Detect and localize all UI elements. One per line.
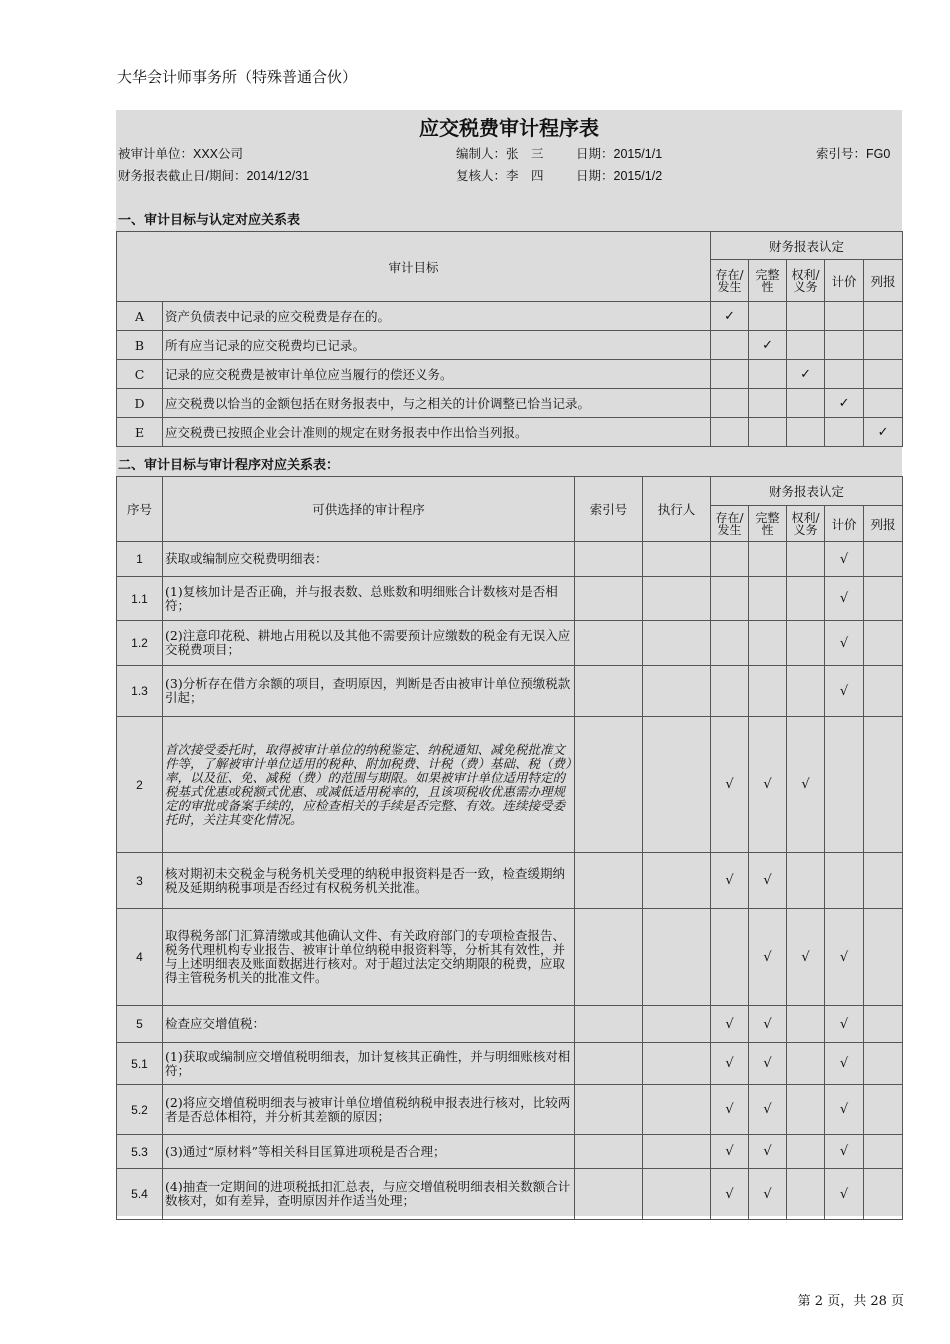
procedure-text: (3)通过“原材料”等相关科目匡算进项税是否合理；	[163, 1135, 575, 1169]
procedure-text: 取得税务部门汇算清缴或其他确认文件、有关政府部门的专项检查报告、税务代理机构专业报告、被审计单位纳税申报资料等，分析其有效性，并与上述明细表及账面数据进行核对。对于超过法定交纳期限的税费，应取得主管税务机关的批准文件。	[163, 909, 575, 1006]
check-mark: √	[825, 1135, 864, 1169]
page-number: 第 2 页，共 28 页	[797, 1294, 904, 1309]
check-mark	[787, 621, 825, 666]
executor-cell	[643, 666, 711, 717]
col-existence: 存在/发生	[711, 260, 749, 302]
check-mark: √	[825, 1006, 864, 1043]
row-number: 1	[117, 542, 163, 577]
check-mark: √	[749, 717, 787, 853]
table-row	[117, 909, 903, 1006]
check-mark: √	[711, 1135, 749, 1169]
row-text: 资产负债表中记录的应交税费是存在的。	[163, 302, 711, 331]
check-mark	[749, 542, 787, 577]
reviewer-label: 复核人：李 四	[456, 169, 544, 183]
col-valuation: 计价	[825, 260, 864, 302]
check-mark: √	[825, 621, 864, 666]
check-mark: √	[749, 1006, 787, 1043]
table-row	[117, 853, 903, 909]
index-cell	[575, 621, 643, 666]
row-number: 5.3	[117, 1135, 163, 1169]
row-number: 5	[117, 1006, 163, 1043]
check-mark	[749, 389, 787, 418]
check-mark: √	[749, 853, 787, 909]
check-mark	[825, 302, 864, 331]
preparer-label: 编制人：张 三	[456, 147, 544, 161]
check-mark: √	[825, 542, 864, 577]
index-cell	[575, 1006, 643, 1043]
check-mark	[787, 302, 825, 331]
check-mark	[864, 542, 903, 577]
check-mark	[864, 1085, 903, 1135]
row-code: D	[117, 389, 163, 418]
check-mark: √	[825, 666, 864, 717]
check-mark	[749, 621, 787, 666]
index-cell	[575, 1043, 643, 1085]
check-mark	[864, 621, 903, 666]
check-mark: ✓	[749, 331, 787, 360]
procedure-text: (4)抽查一定期间的进项税抵扣汇总表，与应交增值税明细表相关数额合计数核对，如有差异，查明原因并作适当处理；	[163, 1169, 575, 1220]
check-mark: ✓	[864, 418, 903, 447]
prep-date: 日期：2015/1/1	[576, 147, 663, 161]
executor-cell	[643, 1006, 711, 1043]
procedure-text: (2)将应交增值税明细表与被审计单位增值税纳税申报表进行核对，比较两者是否总体相符，并分析其差额的原因；	[163, 1085, 575, 1135]
check-mark	[787, 1085, 825, 1135]
check-mark	[825, 331, 864, 360]
index-cell	[575, 542, 643, 577]
check-mark	[711, 909, 749, 1006]
table-row	[117, 577, 903, 621]
table-row	[117, 1043, 903, 1085]
check-mark	[864, 909, 903, 1006]
check-mark: √	[711, 717, 749, 853]
col-valuation: 计价	[825, 506, 864, 542]
index-cell	[575, 1135, 643, 1169]
check-mark: √	[711, 853, 749, 909]
check-mark	[711, 542, 749, 577]
executor-cell	[643, 621, 711, 666]
executor-cell	[643, 909, 711, 1006]
check-mark	[787, 577, 825, 621]
col-presentation: 列报	[864, 506, 903, 542]
table-row	[117, 331, 903, 360]
check-mark	[711, 666, 749, 717]
check-mark	[711, 360, 749, 389]
index-cell	[575, 853, 643, 909]
index-cell	[575, 666, 643, 717]
check-mark	[864, 389, 903, 418]
section2-title: 二、审计目标与审计程序对应关系表：	[118, 458, 340, 473]
check-mark: √	[787, 717, 825, 853]
check-mark	[711, 389, 749, 418]
col-existence: 存在/发生	[711, 506, 749, 542]
check-mark: √	[749, 1135, 787, 1169]
table-row	[117, 389, 903, 418]
check-mark	[787, 1006, 825, 1043]
row-text: 所有应当记录的应交税费均已记录。	[163, 331, 711, 360]
check-mark	[711, 621, 749, 666]
procedure-text: 核对期初未交税金与税务机关受理的纳税申报资料是否一致，检查缓期纳税及延期纳税事项是否经过有权税务机关批准。	[163, 853, 575, 909]
entity-label: 被审计单位：XXX公司	[118, 147, 244, 161]
procedure-text: (3)分析存在借方余额的项目，查明原因，判断是否由被审计单位预缴税款引起；	[163, 666, 575, 717]
check-mark	[864, 331, 903, 360]
check-mark	[864, 1169, 903, 1220]
table-row	[117, 1169, 903, 1220]
executor-cell	[643, 577, 711, 621]
period-label: 财务报表截止日/期间：2014/12/31	[118, 169, 310, 183]
check-mark	[864, 1043, 903, 1085]
row-number: 5.4	[117, 1169, 163, 1220]
check-mark	[787, 418, 825, 447]
executor-cell	[643, 542, 711, 577]
objective-assertion-table	[116, 231, 903, 447]
check-mark	[864, 577, 903, 621]
check-mark	[787, 542, 825, 577]
check-mark	[787, 1169, 825, 1220]
check-mark: √	[711, 1006, 749, 1043]
check-mark: ✓	[825, 389, 864, 418]
header-assertions: 财务报表认定	[711, 477, 903, 506]
check-mark: √	[711, 1169, 749, 1220]
executor-cell	[643, 1043, 711, 1085]
check-mark	[749, 666, 787, 717]
check-mark	[864, 666, 903, 717]
audit-sheet	[116, 110, 902, 1216]
check-mark: ✓	[711, 302, 749, 331]
check-mark: ✓	[787, 360, 825, 389]
executor-cell	[643, 1085, 711, 1135]
procedure-text: 获取或编制应交税费明细表：	[163, 542, 575, 577]
row-number: 3	[117, 853, 163, 909]
check-mark	[864, 717, 903, 853]
index-number: 索引号：FG0	[816, 147, 891, 161]
executor-cell	[643, 1169, 711, 1220]
header-executor: 执行人	[643, 477, 711, 542]
row-code: E	[117, 418, 163, 447]
check-mark	[825, 360, 864, 389]
check-mark: √	[749, 909, 787, 1006]
table-row	[117, 360, 903, 389]
col-presentation: 列报	[864, 260, 903, 302]
check-mark: √	[711, 1043, 749, 1085]
check-mark	[825, 418, 864, 447]
header-procedure: 可供选择的审计程序	[163, 477, 575, 542]
header-index: 索引号	[575, 477, 643, 542]
col-completeness: 完整性	[749, 260, 787, 302]
check-mark	[711, 331, 749, 360]
check-mark	[749, 418, 787, 447]
row-code: B	[117, 331, 163, 360]
check-mark	[787, 389, 825, 418]
row-number: 5.2	[117, 1085, 163, 1135]
row-code: A	[117, 302, 163, 331]
table-row	[117, 1135, 903, 1169]
check-mark	[864, 853, 903, 909]
header-assertions: 财务报表认定	[711, 232, 903, 260]
table-row	[117, 418, 903, 447]
index-cell	[575, 1085, 643, 1135]
procedure-text: (1)获取或编制应交增值税明细表，加计复核其正确性，并与明细账核对相符；	[163, 1043, 575, 1085]
row-code: C	[117, 360, 163, 389]
check-mark: √	[825, 909, 864, 1006]
table-row	[117, 1085, 903, 1135]
check-mark	[749, 302, 787, 331]
table-row	[117, 621, 903, 666]
check-mark	[749, 577, 787, 621]
col-completeness: 完整性	[749, 506, 787, 542]
index-cell	[575, 717, 643, 853]
procedure-text: (1)复核加计是否正确，并与报表数、总账数和明细账合计数核对是否相符；	[163, 577, 575, 621]
check-mark: √	[825, 1085, 864, 1135]
check-mark	[787, 1135, 825, 1169]
check-mark: √	[749, 1169, 787, 1220]
check-mark: √	[825, 577, 864, 621]
table-row	[117, 666, 903, 717]
executor-cell	[643, 853, 711, 909]
page-title: 应交税费审计程序表	[419, 116, 599, 140]
check-mark	[864, 360, 903, 389]
table-row	[117, 302, 903, 331]
check-mark	[787, 1043, 825, 1085]
check-mark	[864, 302, 903, 331]
row-number: 4	[117, 909, 163, 1006]
check-mark	[864, 1135, 903, 1169]
row-text: 应交税费以恰当的金额包括在财务报表中，与之相关的计价调整已恰当记录。	[163, 389, 711, 418]
row-text: 记录的应交税费是被审计单位应当履行的偿还义务。	[163, 360, 711, 389]
check-mark: √	[825, 1169, 864, 1220]
executor-cell	[643, 717, 711, 853]
firm-name: 大华会计师事务所（特殊普通合伙）	[117, 68, 358, 86]
check-mark	[864, 1006, 903, 1043]
check-mark: √	[749, 1043, 787, 1085]
row-text: 应交税费已按照企业会计准则的规定在财务报表中作出恰当列报。	[163, 418, 711, 447]
row-number: 1.2	[117, 621, 163, 666]
index-cell	[575, 577, 643, 621]
procedure-text: 检查应交增值税：	[163, 1006, 575, 1043]
table-row	[117, 1006, 903, 1043]
check-mark: √	[787, 909, 825, 1006]
check-mark: √	[825, 1043, 864, 1085]
procedure-text: 首次接受委托时，取得被审计单位的纳税鉴定、纳税通知、减免税批准文件等，了解被审计单位适用的税种、附加税费、计税（费）基础、税（费）率，以及征、免、减税（费）的范围与期限。如果被审计单位适用特定的税基式优惠或税额式优惠、或减低适用税率的，且该项税收优惠需办理规定的审批或备案手续的，应检查相关的手续是否完整、有效。连续接受委托时，关注其变化情况。	[163, 717, 575, 853]
review-date: 日期：2015/1/2	[576, 169, 663, 183]
procedure-table	[116, 476, 903, 1220]
check-mark	[749, 360, 787, 389]
check-mark	[787, 666, 825, 717]
row-number: 1.3	[117, 666, 163, 717]
header-objective: 审计目标	[117, 232, 711, 302]
check-mark	[787, 853, 825, 909]
check-mark: √	[711, 1085, 749, 1135]
check-mark	[825, 853, 864, 909]
row-number: 5.1	[117, 1043, 163, 1085]
row-number: 1.1	[117, 577, 163, 621]
col-rights: 权利/义务	[787, 506, 825, 542]
check-mark	[825, 717, 864, 853]
check-mark	[711, 418, 749, 447]
col-rights: 权利/义务	[787, 260, 825, 302]
table-row	[117, 717, 903, 853]
section1-title: 一、审计目标与认定对应关系表	[118, 213, 301, 228]
executor-cell	[643, 1135, 711, 1169]
row-number: 2	[117, 717, 163, 853]
check-mark: √	[749, 1085, 787, 1135]
table-row	[117, 542, 903, 577]
check-mark	[787, 331, 825, 360]
index-cell	[575, 909, 643, 1006]
index-cell	[575, 1169, 643, 1220]
header-no: 序号	[117, 477, 163, 542]
procedure-text: (2)注意印花税、耕地占用税以及其他不需要预计应缴数的税金有无误入应交税费项目；	[163, 621, 575, 666]
check-mark	[711, 577, 749, 621]
